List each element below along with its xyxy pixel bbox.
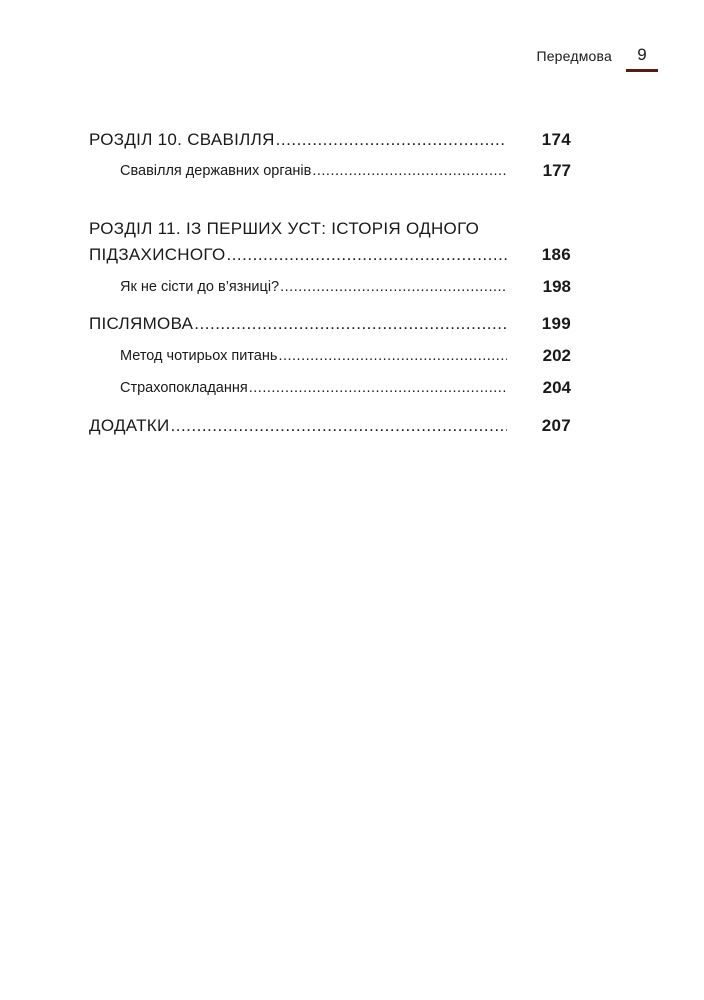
toc-entry-chapter-10[interactable] xyxy=(89,128,571,152)
table-of-contents xyxy=(89,128,571,438)
toc-entry-page: 199 xyxy=(541,314,571,333)
toc-entry-afterword-sub-1[interactable] xyxy=(89,345,571,367)
page-number-accent-bar xyxy=(626,69,658,72)
toc-entry-title: Метод чотирьох питань xyxy=(120,348,278,364)
toc-entry-page: 174 xyxy=(541,130,571,149)
page-number: 9 xyxy=(637,45,647,64)
toc-entry-title: РОЗДІЛ 10. СВАВІЛЛЯ xyxy=(89,130,275,149)
toc-entry-title-line-1: РОЗДІЛ 11. ІЗ ПЕРШИХ УСТ: ІСТОРІЯ ОДНОГО xyxy=(89,219,480,238)
toc-entry-title: Свавілля державних органів xyxy=(120,163,312,179)
dot-leader xyxy=(194,312,507,336)
toc-entry-appendices[interactable] xyxy=(89,414,571,438)
toc-entry-chapter-11[interactable] xyxy=(89,217,571,267)
toc-entry-title: ПІСЛЯМОВА xyxy=(89,314,194,333)
toc-entry-chapter-10-sub-1[interactable] xyxy=(89,160,571,182)
toc-entry-afterword[interactable] xyxy=(89,312,571,336)
dot-leader xyxy=(276,128,507,152)
running-head xyxy=(536,44,658,72)
dot-leader xyxy=(249,377,507,399)
dot-leader xyxy=(280,276,507,298)
dot-leader xyxy=(278,345,507,367)
toc-entry-page: 202 xyxy=(542,346,571,365)
page-number-box xyxy=(626,44,658,72)
dot-leader xyxy=(226,243,507,267)
toc-entry-chapter-11-line-2 xyxy=(89,243,571,267)
toc-entry-page: 186 xyxy=(541,245,571,264)
running-head-title: Передмова xyxy=(536,48,612,64)
dot-leader xyxy=(312,160,507,182)
toc-entry-page: 207 xyxy=(541,416,571,435)
toc-entry-title-line-2: ПІДЗАХИСНОГО xyxy=(89,245,226,264)
toc-entry-afterword-sub-2[interactable] xyxy=(89,377,571,399)
toc-entry-title: ДОДАТКИ xyxy=(89,416,170,435)
toc-entry-title: Страхопокладання xyxy=(120,380,248,396)
toc-entry-chapter-11-sub-1[interactable] xyxy=(89,276,571,298)
toc-entry-page: 198 xyxy=(542,277,571,296)
dot-leader xyxy=(171,414,508,438)
toc-entry-page: 204 xyxy=(542,378,571,397)
toc-entry-title: Як не сісти до в’язниці? xyxy=(120,279,280,295)
toc-entry-page: 177 xyxy=(542,161,571,180)
